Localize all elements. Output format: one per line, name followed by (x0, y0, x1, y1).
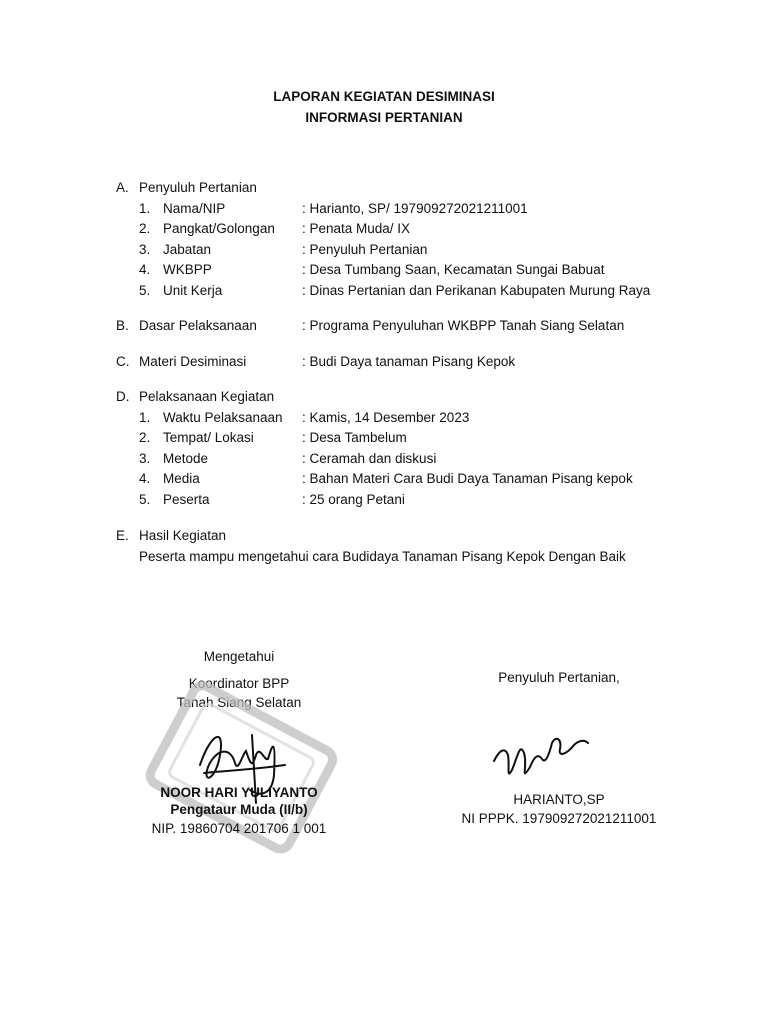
signature-right-nip: NI PPPK. 197909272021211001 (461, 811, 657, 826)
signature-right-role: Penyuluh Pertanian, (498, 670, 620, 685)
section-d-item-5-num: 5. (139, 492, 151, 507)
signature-left-place: Tanah Siang Selatan (176, 695, 302, 710)
section-a-letter: A. (116, 180, 129, 195)
section-a-item-2-value: : Penata Muda/ IX (302, 221, 411, 236)
section-c-heading: Materi Desiminasi (139, 354, 247, 369)
section-c-letter: C. (116, 354, 130, 369)
document-title-line1: LAPORAN KEGIATAN DESIMINASI (273, 89, 495, 104)
section-a-item-2-label: Pangkat/Golongan (163, 221, 275, 236)
section-b-letter: B. (116, 318, 129, 333)
section-d-item-2-num: 2. (139, 430, 151, 445)
section-d-heading: Pelaksanaan Kegiatan (139, 389, 275, 404)
section-a-item-1-value: : Harianto, SP/ 197909272021211001 (302, 201, 528, 216)
section-a-heading: Penyuluh Pertanian (139, 180, 257, 195)
section-a-item-3-label: Jabatan (163, 242, 212, 257)
signature-left-rank: Pengataur Muda (II/b) (170, 802, 308, 817)
section-a-item-1-label: Nama/NIP (163, 201, 226, 216)
section-e-letter: E. (116, 528, 129, 543)
section-d-item-2-label: Tempat/ Lokasi (163, 430, 254, 445)
section-d-item-3-num: 3. (139, 451, 151, 466)
section-d-item-4-num: 4. (139, 471, 151, 486)
section-d-item-3-value: : Ceramah dan diskusi (302, 451, 437, 466)
section-a-item-4-label: WKBPP (163, 262, 212, 277)
section-d-item-4-label: Media (163, 471, 200, 486)
section-d-item-2-value: : Desa Tambelum (302, 430, 407, 445)
section-a-item-4-num: 4. (139, 262, 151, 277)
section-e-heading: Hasil Kegiatan (139, 528, 227, 543)
section-d-item-4-value: : Bahan Materi Cara Budi Daya Tanaman Pisang kepok (302, 471, 633, 486)
signature-left-name: NOOR HARI YULIYANTO (160, 785, 318, 800)
section-a-item-1-num: 1. (139, 201, 151, 216)
section-a-item-3-num: 3. (139, 242, 151, 257)
signature-right-image (490, 725, 590, 790)
section-d-item-1-value: : Kamis, 14 Desember 2023 (302, 410, 470, 425)
signature-left-intro: Mengetahui (203, 649, 275, 664)
section-a-item-5-label: Unit Kerja (163, 283, 223, 298)
section-e-text: Peserta mampu mengetahui cara Budidaya Tanaman Pisang Kepok Dengan Baik (139, 549, 626, 564)
section-a-item-3-value: : Penyuluh Pertanian (302, 242, 428, 257)
section-a-item-5-num: 5. (139, 283, 151, 298)
section-a-item-4-value: : Desa Tumbang Saan, Kecamatan Sungai Babuat (302, 262, 605, 277)
signature-right-name: HARIANTO,SP (513, 792, 605, 807)
section-d-item-1-label: Waktu Pelaksanaan (163, 410, 283, 425)
section-d-letter: D. (116, 389, 130, 404)
section-d-item-3-label: Metode (163, 451, 209, 466)
document-title-line2: INFORMASI PERTANIAN (305, 110, 463, 125)
section-a-item-2-num: 2. (139, 221, 151, 236)
section-a-item-5-value: : Dinas Pertanian dan Perikanan Kabupaten Murung Raya (302, 283, 651, 298)
section-d-item-5-value: : 25 orang Petani (302, 492, 405, 507)
signature-left-role: Koordinator BPP (188, 676, 290, 691)
section-b-value: : Programa Penyuluhan WKBPP Tanah Siang Selatan (302, 318, 625, 333)
section-d-item-5-label: Peserta (163, 492, 210, 507)
signature-left-nip: NIP. 19860704 201706 1 001 (151, 821, 327, 836)
section-d-item-1-num: 1. (139, 410, 151, 425)
section-c-value: : Budi Daya tanaman Pisang Kepok (302, 354, 516, 369)
section-b-heading: Dasar Pelaksanaan (139, 318, 257, 333)
